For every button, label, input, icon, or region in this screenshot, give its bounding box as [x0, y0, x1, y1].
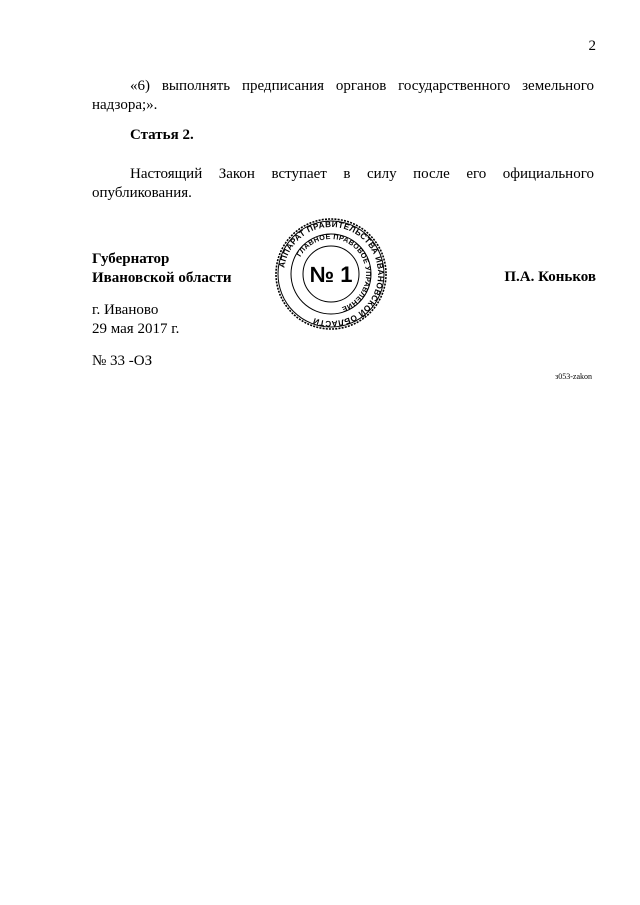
- paragraph-2: [92, 165, 594, 203]
- paragraph-1: [92, 77, 594, 115]
- place-date-block: [92, 301, 179, 339]
- document-number: № 33 -ОЗ: [92, 353, 153, 369]
- paragraph-1-line-1: «6) выполнять предписания органов государственного земельного: [130, 78, 594, 94]
- signatory-name: П.А. Коньков: [504, 269, 596, 285]
- official-stamp: [274, 217, 388, 331]
- file-code: з053-zakon: [555, 372, 592, 381]
- signatory-title-line-1: Губернатор: [92, 251, 170, 267]
- stamp-inner-text: ГЛАВНОЕ ПРАВОВОЕ УПРАВЛЕНИЕ: [294, 231, 374, 315]
- article-heading: Статья 2.: [130, 127, 194, 143]
- signatory-title-line-2: Ивановской области: [92, 270, 232, 286]
- place: г. Иваново: [92, 302, 159, 318]
- signatory-title: [92, 250, 232, 288]
- stamp-center-number: № 1: [309, 262, 353, 287]
- stamp-outer-text: АППАРАТ ПРАВИТЕЛЬСТВА ИВАНОВСКОЙ ОБЛАСТИ: [277, 219, 386, 329]
- date: 29 мая 2017 г.: [92, 321, 180, 337]
- page-number: 2: [588, 38, 596, 54]
- paragraph-2-line-1: Настоящий Закон вступает в силу после его официального: [130, 166, 594, 182]
- paragraph-1-line-2: надзора;».: [92, 97, 158, 113]
- paragraph-2-line-2: опубликования.: [92, 185, 192, 201]
